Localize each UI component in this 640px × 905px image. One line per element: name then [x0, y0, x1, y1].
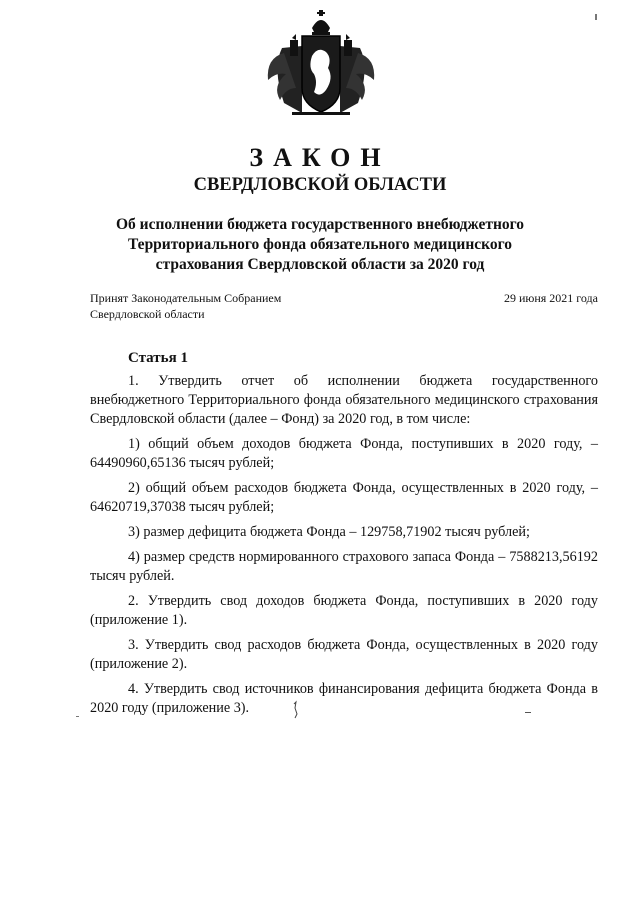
document-type-title: ЗАКОН [249, 143, 391, 172]
region-title: СВЕРДЛОВСКОЙ ОБЛАСТИ [193, 175, 447, 195]
adoption-date: 29 июня 2021 года [503, 291, 598, 305]
article-paragraph: 1. Утвердить отчет об исполнении бюджета государственного внебюджетного Территориального фонда обязательного медицинского страхования Свердловской области (далее – Фонд) за 2020 год, в том числе: [90, 373, 598, 427]
adoption-info [90, 290, 281, 322]
article-paragraph: 4) размер средств нормированного страхового запаса Фонда – 7588213,56192 тысяч рублей. [90, 549, 598, 584]
scan-artifact-icon [286, 700, 306, 720]
article-paragraph: 2) общий объем расходов бюджета Фонда, осуществленных в 2020 году, – 64620719,37038 тысяч рублей; [90, 480, 598, 515]
article-paragraph: 2. Утвердить свод доходов бюджета Фонда, поступивших в 2020 году (приложение 1). [90, 593, 598, 628]
scan-dot [76, 716, 79, 717]
article-paragraph: 1) общий объем доходов бюджета Фонда, поступивших в 2020 году, – 64490960,65136 тысяч рублей; [90, 436, 598, 471]
article-paragraph: 3) размер дефицита бюджета Фонда – 129758,71902 тысяч рублей; [128, 524, 530, 540]
article-title: Статья 1 [128, 350, 188, 366]
adoption-line-2: Свердловской области [90, 307, 205, 321]
article-body [90, 372, 598, 724]
adoption-line-1: Принят Законодательным Собранием [90, 291, 282, 305]
coat-of-arms-sverdlovsk-icon [262, 8, 380, 120]
scan-mark [595, 14, 597, 20]
law-title: Об исполнении бюджета государственного внебюджетного Территориального фонда обязательного медицинского страхования Свердловской области за 2020 год [115, 216, 525, 273]
article-paragraph: 4. Утвердить свод источников финансирования дефицита бюджета Фонда в 2020 году (приложение 3). [90, 681, 598, 716]
scan-dash [525, 712, 531, 713]
article-paragraph: 3. Утвердить свод расходов бюджета Фонда, осуществленных в 2020 году (приложение 2). [90, 637, 598, 672]
